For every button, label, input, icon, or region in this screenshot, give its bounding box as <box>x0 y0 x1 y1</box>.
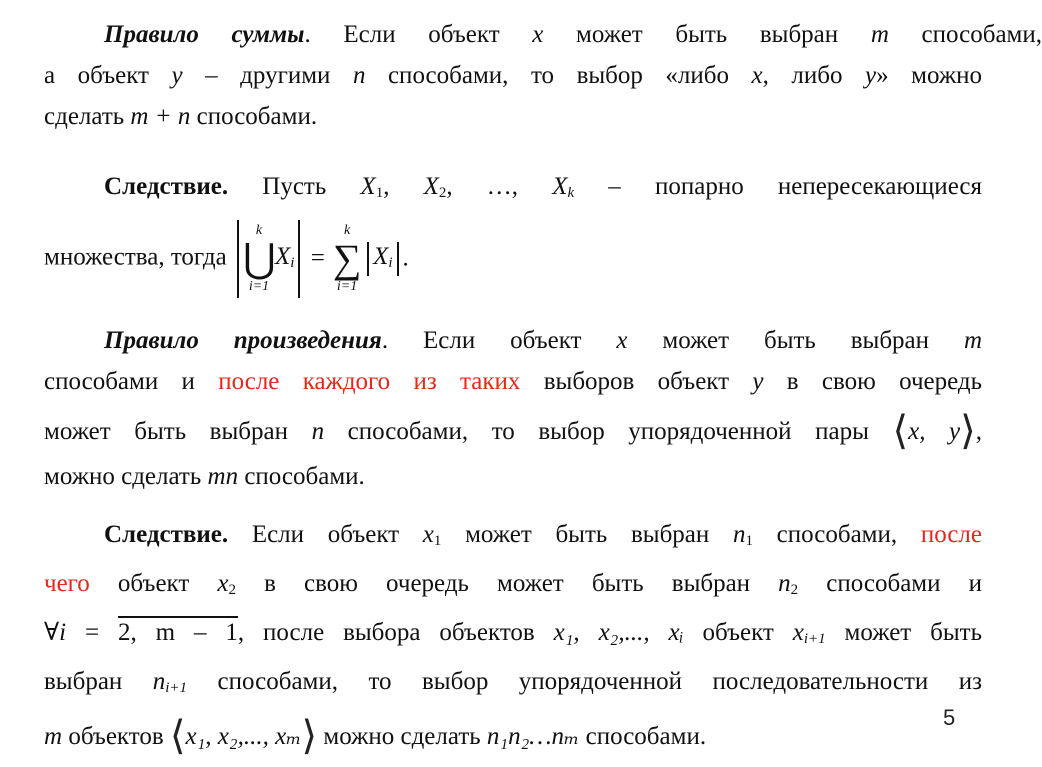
text: можно сделать <box>44 463 208 490</box>
rule-sum-line1 <box>104 14 1042 55</box>
sub: 2 <box>790 582 799 598</box>
sum-symbol: ∑ <box>332 235 362 281</box>
text: способами, то выбор упорядоченной последовательности из <box>187 668 983 695</box>
right-angle: ⟩ <box>301 713 318 758</box>
cor2-title: Следствие. <box>104 521 229 548</box>
text: может быть выбран <box>441 521 733 548</box>
highlight-red: чего <box>44 570 90 597</box>
sub: 1 <box>745 533 753 549</box>
abs-bar <box>237 220 239 298</box>
left-angle: ⟨ <box>169 713 186 758</box>
cor2-line4 <box>44 659 982 708</box>
text: способами, то выбор упорядоченной пары <box>324 418 893 445</box>
abs-bar <box>367 242 369 276</box>
pair-xy: x, y <box>908 418 961 445</box>
sub: 1 <box>375 185 384 201</box>
var-x: x <box>217 570 229 597</box>
sub: k <box>567 185 575 201</box>
text: может быть выбран <box>44 418 312 445</box>
rule-sum-cont <box>44 55 982 137</box>
var-X: X <box>373 243 389 271</box>
union-formula <box>233 215 409 299</box>
var-x: x <box>532 21 544 48</box>
text: – попарно непересекающиеся <box>574 173 983 200</box>
text: способами. <box>190 103 318 130</box>
corollary-2 <box>44 512 982 759</box>
text: может быть выбран <box>543 21 871 48</box>
text: сделать <box>44 103 131 130</box>
text: , после выбора объектов <box>237 619 554 646</box>
text: . Если объект <box>304 21 533 48</box>
text: в свою очередь может быть выбран <box>236 570 779 597</box>
var-y: y <box>171 62 183 89</box>
cor1-line1 <box>44 166 982 211</box>
right-angle: ⟩ <box>960 408 976 453</box>
union-symbol: ⋃ <box>243 235 276 281</box>
text: выбран <box>44 668 153 695</box>
range: 2, m – 1 <box>118 616 238 646</box>
text: способами. <box>579 723 707 750</box>
sub: 1 <box>433 533 442 549</box>
text: способами, то выбор «либо <box>365 62 752 89</box>
abs-bar <box>298 220 300 298</box>
highlight-red: после каждого из таких <box>218 368 521 395</box>
text: , <box>975 418 982 445</box>
rule-sum-line2 <box>44 55 982 96</box>
seq-x1-xm: x₁, x₂,..., xₘ <box>185 723 302 750</box>
text: способами, <box>888 21 1042 48</box>
rule-sum-line3 <box>44 96 982 137</box>
sub: i <box>388 255 393 272</box>
var-n: n <box>732 521 746 548</box>
equals: = <box>304 244 332 272</box>
sub: i+1 <box>803 631 826 647</box>
var-n: n <box>152 668 166 695</box>
text: . <box>402 244 409 272</box>
rule-prod-line1 <box>44 320 982 361</box>
rule-prod-line4 <box>44 456 982 497</box>
forall-symbol: ∀ <box>44 619 60 646</box>
seq-x1-xi: x₁, x₂,..., xᵢ <box>553 619 684 646</box>
var-m: m <box>963 327 982 354</box>
text: может быть выбран <box>627 327 964 354</box>
rule-sum <box>44 14 1042 55</box>
var-n: n <box>778 570 791 597</box>
var-x: x <box>792 619 804 646</box>
text: объект <box>89 570 218 597</box>
rule-product <box>44 320 982 497</box>
var-n: n <box>311 418 325 445</box>
var-y: y <box>865 62 877 89</box>
sub: i+1 <box>165 680 188 696</box>
var-X: X <box>552 173 568 200</box>
upper-limit: k <box>255 222 263 238</box>
text: множества, тогда <box>44 243 234 271</box>
text: объект <box>683 619 793 646</box>
text: Если объект <box>228 521 423 548</box>
text: а объект <box>44 62 172 89</box>
lower-limit: i=1 <box>336 278 358 294</box>
sub: i <box>290 255 295 272</box>
var-x: x <box>422 521 434 548</box>
rule-sum-title: Правило суммы <box>104 21 305 48</box>
equals: = <box>66 619 118 646</box>
text: способами, <box>752 521 921 548</box>
corollary-1 <box>44 166 982 211</box>
abs-bar <box>397 242 399 276</box>
text: выборов объект <box>520 368 753 395</box>
left-angle: ⟨ <box>892 408 909 453</box>
var-n: n <box>352 62 366 89</box>
rule-prod-title: Правило произведения <box>104 327 382 354</box>
var-X: X <box>360 173 376 200</box>
sum-operator <box>331 223 363 295</box>
cor1-title: Следствие. <box>104 173 229 200</box>
rule-prod-line2 <box>44 361 982 402</box>
expr-m-plus-n: m + n <box>130 103 191 130</box>
highlight-red: после <box>920 521 982 548</box>
var-i: i <box>59 619 67 646</box>
var-m: m <box>870 21 889 48</box>
text: в свою очередь <box>763 368 983 395</box>
upper-limit: k <box>343 222 351 238</box>
cor2-line3 <box>44 610 982 659</box>
text: можно сделать <box>317 723 487 750</box>
var-X: X <box>275 243 291 271</box>
text: может быть <box>825 619 982 646</box>
text: , либо <box>762 62 865 89</box>
text: Пусть <box>228 173 361 200</box>
product-n: n₁n₂…nₘ <box>486 723 580 750</box>
rule-prod-line3 <box>44 402 982 456</box>
cor1-line2 <box>44 214 982 299</box>
var-x: x <box>751 62 763 89</box>
text: способами и <box>44 368 219 395</box>
cor2-line1 <box>44 512 982 561</box>
text: способами. <box>238 463 365 490</box>
text: , …, <box>446 173 553 200</box>
text: объектов <box>62 723 170 750</box>
text: » можно <box>876 62 982 89</box>
text: способами и <box>798 570 982 597</box>
union-operator <box>243 223 275 295</box>
var-x: x <box>616 327 628 354</box>
var-X: X <box>423 173 439 200</box>
text: – другими <box>182 62 353 89</box>
page-number: 5 <box>943 705 956 730</box>
text: . Если объект <box>381 327 617 354</box>
cor2-line5 <box>44 708 982 759</box>
var-y: y <box>752 368 764 395</box>
sub: 2 <box>438 185 447 201</box>
sub: 2 <box>228 582 236 598</box>
lower-limit: i=1 <box>248 278 270 294</box>
expr-mn: mn <box>207 463 239 490</box>
cor2-line2 <box>44 561 982 610</box>
var-m: m <box>44 723 63 750</box>
text: , <box>383 173 424 200</box>
